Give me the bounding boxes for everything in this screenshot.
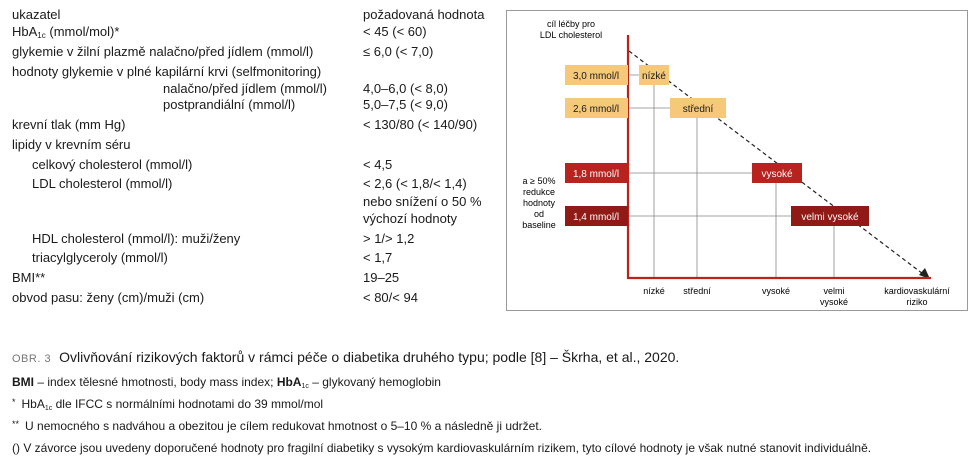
ldl-target-chart	[506, 10, 968, 311]
table-row-value: < 4,5	[363, 157, 393, 172]
hba1c-value: < 45 (< 60)	[363, 24, 427, 39]
baseline-note: a ≥ 50%	[522, 176, 556, 186]
baseline-note: od	[533, 209, 545, 219]
table-header-label: ukazatel	[12, 7, 61, 22]
x-tick-label: vysoké	[761, 286, 791, 296]
table-row-label: glykemie v žilní plazmě nalačno/před jídlem (mmol/l)	[12, 44, 314, 59]
table-row-value: 4,0–6,0 (< 8,0)	[363, 81, 448, 96]
risk-label: vysoké	[761, 169, 793, 180]
x-tick-label: střední	[683, 286, 711, 296]
x-tick-label: velmi	[823, 286, 845, 296]
x-tick-label: nízké	[643, 286, 665, 296]
table-row-value: < 1,7	[363, 250, 393, 265]
table-row-label: krevní tlak (mm Hg)	[12, 117, 126, 132]
table-row-label: nalačno/před jídlem (mmol/l)	[163, 81, 328, 96]
table-row-label: HDL cholesterol (mmol/l): muži/ženy	[32, 231, 241, 246]
baseline-note: baseline	[522, 220, 556, 230]
table-row-label: hodnoty glykemie v plné kapilární krvi (selfmonitoring)	[12, 64, 322, 79]
baseline-note: hodnoty	[522, 198, 556, 208]
table-row-value: ≤ 6,0 (< 7,0)	[363, 44, 434, 59]
table-row-label: LDL cholesterol (mmol/l)	[32, 176, 173, 191]
x-axis-title: riziko	[906, 297, 928, 307]
table-row-value: < 130/80 (< 140/90)	[363, 117, 478, 132]
figure-tag: OBR. 3	[12, 353, 52, 365]
target-value: 3,0 mmol/l	[572, 71, 620, 82]
table-row-value: 5,0–7,5 (< 9,0)	[363, 97, 448, 112]
risk-label: střední	[682, 104, 714, 115]
table-row-value: výchozí hodnoty	[363, 211, 457, 226]
table-row-label: postprandiální (mmol/l)	[163, 97, 296, 112]
table-row-value: nebo snížení o 50 %	[363, 194, 482, 209]
target-value: 1,4 mmol/l	[572, 212, 620, 223]
table-header-value: požadovaná hodnota	[363, 7, 485, 22]
x-tick-label: vysoké	[819, 297, 849, 307]
footnote-hba1c: * HbA$_{1c}$ dle IFCC s normálními hodnotami do 39 mmol/mol	[12, 397, 324, 412]
table-row-value: 19–25	[363, 270, 400, 285]
figure-caption-text: Ovlivňování rizikových faktorů v rámci péče o diabetika druhého typu; podle [8] – Škrha, et al., 2020.	[59, 349, 680, 365]
table-row-value: < 80/< 94	[363, 290, 418, 305]
table-row-value: < 2,6 (< 1,8/< 1,4)	[363, 176, 467, 191]
hba1c-label: HbA$_{1c}$ (mmol/mol)*	[12, 24, 120, 40]
chart-title-line2: LDL cholesterol	[539, 30, 603, 40]
ldl-chart-svg	[507, 11, 967, 310]
baseline-note: redukce	[522, 187, 556, 197]
footnote-bmi: ** U nemocného s nadváhou a obezitou je cílem redukovat hmotnost o 5–10 % a následně ji udržet.	[12, 419, 543, 433]
risk-label: velmi vysoké	[801, 212, 859, 223]
table-row-label: obvod pasu: ženy (cm)/muži (cm)	[12, 290, 205, 305]
table-row-label: lipidy v krevním séru	[12, 137, 131, 152]
target-value: 1,8 mmol/l	[572, 169, 620, 180]
risk-label: nízké	[642, 71, 666, 82]
footnote-brackets: () V závorce jsou uvedeny doporučené hodnoty pro fragilní diabetiky s vysokým kardiovaskulárním rizikem, tyto cílové hodnoty je však nutné stanovit individuálně.	[12, 441, 872, 455]
chart-title-line1: cíl léčby pro	[546, 19, 596, 29]
abbreviations-note: BMI – index tělesné hmotnosti, body mass index; HbA$_{1c}$ – glykovaný hemoglobin	[12, 375, 441, 390]
table-row-label: BMI**	[12, 270, 46, 285]
figure-caption	[12, 349, 679, 365]
x-axis-title: kardiovaskulární	[884, 286, 950, 296]
table-row-value: > 1/> 1,2	[363, 231, 415, 246]
table-row-label: celkový cholesterol (mmol/l)	[32, 157, 193, 172]
table-row-label: triacylglyceroly (mmol/l)	[32, 250, 168, 265]
target-value: 2,6 mmol/l	[572, 104, 620, 115]
